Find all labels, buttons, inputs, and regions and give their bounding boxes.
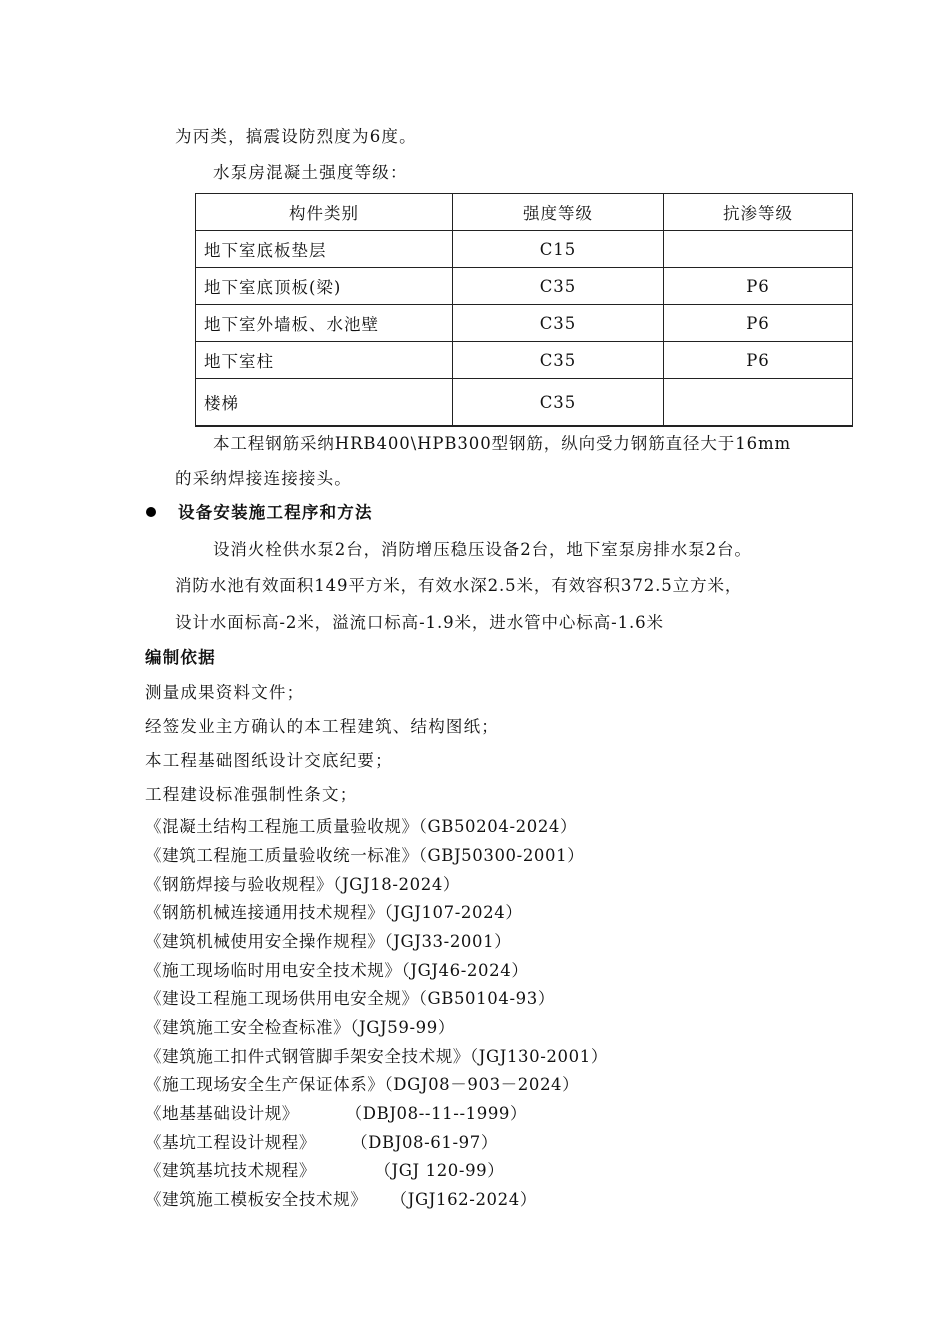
install-heading: 设备安装施工程序和方法 — [178, 503, 373, 522]
table-row — [196, 342, 853, 379]
table-cell: 地下室外墙板、水池壁 — [196, 305, 453, 342]
standard-item: 《建筑工程施工质量验收统一标准》（GBJ50300-2001） — [145, 846, 585, 865]
table-cell: C35 — [453, 342, 664, 379]
standard-item: 《混凝土结构工程施工质量验收规》（GB50204-2024） — [145, 817, 578, 836]
concrete-grade-table — [195, 193, 853, 426]
install-line-1: 设消火栓供水泵2台，消防增压稳压设备2台，地下室泵房排水泵2台。 — [213, 540, 752, 559]
table-cell — [664, 379, 853, 426]
rebar-line-1: 本工程钢筋采纳HRB400\HPB300型钢筋，纵向受力钢筋直径大于16mm — [213, 434, 792, 453]
table-row — [196, 379, 853, 426]
basis-item: 本工程基础图纸设计交底纪要； — [145, 751, 393, 770]
basis-item: 经签发业主方确认的本工程建筑、结构图纸； — [145, 717, 499, 736]
standard-item: 《建筑基坑技术规程》 （JGJ 120-99） — [145, 1161, 505, 1180]
table-cell: 地下室柱 — [196, 342, 453, 379]
table-header: 构件类别 — [196, 194, 453, 231]
install-line-2: 消防水池有效面积149平方米，有效水深2.5米，有效容积372.5立方米， — [175, 576, 743, 595]
table-cell: P6 — [664, 305, 853, 342]
table-double-rule — [195, 426, 853, 427]
standard-item: 《钢筋焊接与验收规程》（JGJ18-2024） — [145, 875, 461, 894]
table-row — [196, 231, 853, 268]
table-cell: P6 — [664, 342, 853, 379]
standard-item: 《施工现场临时用电安全技术规》（JGJ46-2024） — [145, 961, 529, 980]
standard-item: 《建筑施工安全检查标准》（JGJ59-99） — [145, 1018, 455, 1037]
intro-line-2: 水泵房混凝土强度等级： — [213, 163, 408, 182]
standard-item: 《建筑施工模板安全技术规》 （JGJ162-2024） — [145, 1190, 537, 1209]
table-cell: C35 — [453, 379, 664, 426]
table-cell: C35 — [453, 305, 664, 342]
table-cell: P6 — [664, 268, 853, 305]
rebar-line-2: 的采纳焊接连接接头。 — [175, 469, 352, 488]
basis-item: 测量成果资料文件； — [145, 683, 305, 702]
bullet-icon — [146, 507, 156, 517]
standard-item: 《建设工程施工现场供用电安全规》（GB50104-93） — [145, 989, 555, 1008]
table-cell: C15 — [453, 231, 664, 268]
standard-item: 《地基基础设计规》 （DBJ08--11--1999） — [145, 1104, 528, 1123]
standard-item: 《建筑机械使用安全操作规程》（JGJ33-2001） — [145, 932, 512, 951]
standard-item: 《施工现场安全生产保证体系》（DGJ08－903－2024） — [145, 1075, 580, 1094]
table-cell: C35 — [453, 268, 664, 305]
table-cell: 地下室底顶板(梁) — [196, 268, 453, 305]
standard-item: 《钢筋机械连接通用技术规程》（JGJ107-2024） — [145, 903, 523, 922]
table-cell: 地下室底板垫层 — [196, 231, 453, 268]
intro-line-1: 为丙类，搞震设防烈度为6度。 — [175, 127, 417, 146]
install-line-3: 设计水面标高-2米，溢流口标高-1.9米，进水管中心标高-1.6米 — [175, 613, 664, 632]
basis-heading: 编制依据 — [145, 648, 216, 667]
table-header: 抗渗等级 — [664, 194, 853, 231]
table-cell — [664, 231, 853, 268]
table-header: 强度等级 — [453, 194, 664, 231]
table-cell: 楼梯 — [196, 379, 453, 426]
standard-item: 《建筑施工扣件式钢管脚手架安全技术规》（JGJ130-2001） — [145, 1047, 608, 1066]
table-row — [196, 268, 853, 305]
standard-item: 《基坑工程设计规程》 （DBJ08-61-97） — [145, 1133, 498, 1152]
table-row — [196, 305, 853, 342]
table-header-row — [196, 194, 853, 231]
basis-item: 工程建设标准强制性条文； — [145, 785, 358, 804]
